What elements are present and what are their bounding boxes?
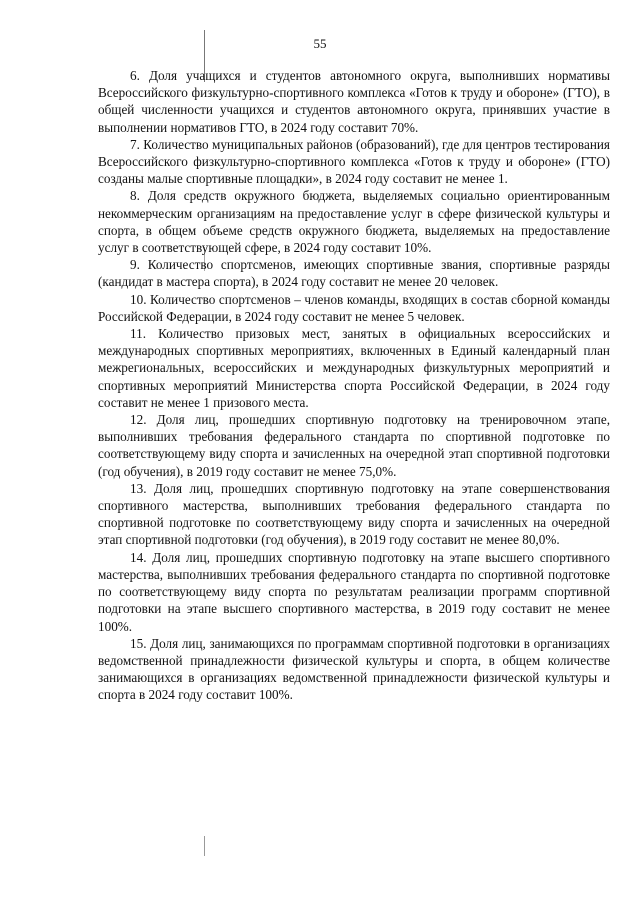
- scan-margin-line: [204, 836, 205, 856]
- paragraph-9: 9. Количество спортсменов, имеющих спортивные звания, спортивные разряды (кандидат в мастера спорта), в 2024 году составит не менее 20 человек.: [98, 257, 610, 290]
- paragraph-7: 7. Количество муниципальных районов (образований), где для центров тестирования Всероссийского физкультурно-спортивного комплекса «Готов к труду и обороне» (ГТО) созданы малые спортивные площадки», в 2024 году составит не менее 1.: [98, 136, 610, 187]
- paragraph-12: 12. Доля лиц, прошедших спортивную подготовку на тренировочном этапе, выполнивших требования федерального стандарта по спортивной подготовке по соответствующему виду спорта и зачисленных на очередной этап спортивной подготовки (год обучения), в 2019 году составит не менее 75,0%.: [98, 412, 610, 479]
- page-number: 55: [313, 36, 327, 51]
- paragraph-6: 6. Доля учащихся и студентов автономного округа, выполнивших нормативы Всероссийского физкультурно-спортивного комплекса «Готов к труду и обороне» (ГТО), в общей численности учащихся и студентов автономного округа, принявших участие в выполнении нормативов ГТО, в 2024 году составит 70%.: [98, 68, 610, 135]
- paragraph-15: 15. Доля лиц, занимающихся по программам спортивной подготовки в организациях ведомственной принадлежности физической культуры и спорта, в общем количестве занимающихся в организациях ведомственной принадлежности физической культуры и спорта в 2024 году составит 100%.: [98, 635, 610, 703]
- paragraph-8: 8. Доля средств окружного бюджета, выделяемых социально ориентированным некоммерческим организациям на предоставление услуг в сфере физической культуры и спорта, в общем объеме средств окружного бюджета, выделяемых на предоставление услуг в соответствующей сфере, в 2024 году составит 10%.: [98, 188, 610, 256]
- paragraph-11: 11. Количество призовых мест, занятых в официальных всероссийских и международных спортивных мероприятиях, включенных в Единый календарный план межрегиональных, всероссийских и международных физкультурных мероприятий и спортивных мероприятий Министерства спорта Российской Федерации, в 2024 году составит не менее 1 призового места.: [98, 326, 610, 410]
- document-body: [98, 67, 610, 704]
- paragraph-13: 13. Доля лиц, прошедших спортивную подготовку на этапе совершенствования спортивного мастерства, выполнивших требования федерального стандарта по спортивной подготовке по соответствующему виду спорта и зачисленных на очередной этап спортивной подготовки (год обучения), в 2019 году составит не менее 80,0%.: [98, 480, 610, 548]
- paragraph-10: 10. Количество спортсменов – членов команды, входящих в состав сборной команды Российской Федерации, в 2024 году составит не менее 5 человек.: [98, 291, 610, 324]
- paragraph-14: 14. Доля лиц, прошедших спортивную подготовку на этапе высшего спортивного мастерства, выполнивших требования федерального стандарта по спортивной подготовке по соответствующему виду спорта по результатам реализации программ спортивной подготовки на этапе высшего спортивного мастерства, в 2019 году составит не менее 100%.: [98, 549, 610, 634]
